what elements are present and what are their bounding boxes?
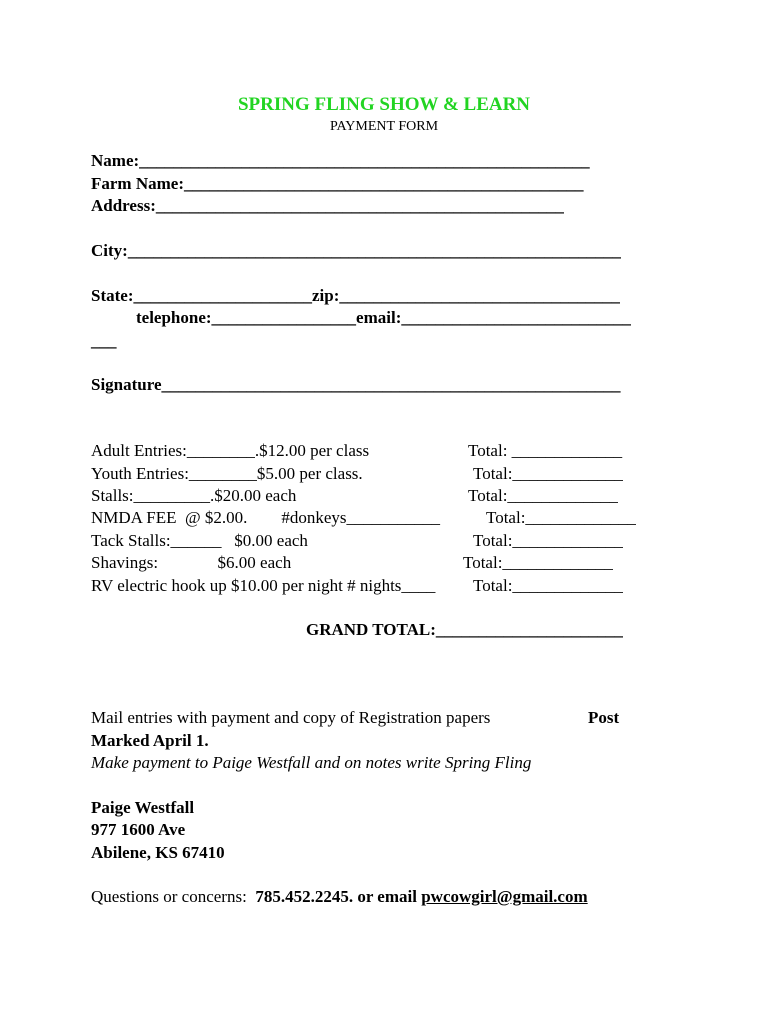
recipient-city: Abilene, KS 67410 [91, 843, 225, 862]
form-title: SPRING FLING SHOW & LEARN [237, 94, 531, 115]
contact-line [91, 887, 588, 907]
fee-total-adult: Total: _____________ [468, 441, 623, 460]
fee-total-youth: Total:_____________ [473, 464, 623, 483]
grand-total: GRAND TOTAL:______________________ [306, 620, 623, 639]
signature-field: Signature______________________________________________________ [91, 375, 621, 394]
telephone-email-field: telephone:_________________email:___________________________ [136, 308, 631, 327]
city-field: City:__________________________________________________________ [91, 241, 621, 260]
form-subtitle: PAYMENT FORM [329, 119, 439, 134]
contact-phone: 785.452.2245. or email [255, 887, 417, 906]
fee-label-shavings: Shavings: $6.00 each [91, 553, 292, 572]
fee-total-shavings: Total:_____________ [463, 553, 613, 572]
state-zip-field: State:_____________________zip:_________________________________ [91, 286, 620, 305]
post-label: Post [588, 708, 620, 727]
email-overflow-line: ___ [91, 331, 117, 350]
contact-prefix: Questions or concerns: [91, 887, 247, 906]
fee-label-nmda: NMDA FEE @ $2.00. #donkeys___________ [91, 508, 441, 527]
fee-total-nmda: Total:_____________ [486, 508, 636, 527]
address-field: Address:________________________________________________ [91, 196, 564, 215]
fee-label-rv: RV electric hook up $10.00 per night # nights____ [91, 576, 436, 595]
mail-instructions: Mail entries with payment and copy of Registration papers [91, 708, 491, 727]
farm-name-field: Farm Name:_______________________________________________ [91, 174, 584, 193]
fee-label-adult: Adult Entries:________.$12.00 per class [91, 441, 370, 460]
fee-label-tack: Tack Stalls:______ $0.00 each [91, 531, 308, 550]
name-field: Name:_____________________________________________________ [91, 151, 590, 170]
fee-total-stalls: Total:_____________ [468, 486, 618, 505]
payment-note: Make payment to Paige Westfall and on notes write Spring Fling [91, 753, 532, 772]
fee-total-rv: Total:_____________ [473, 576, 623, 595]
recipient-street: 977 1600 Ave [91, 820, 186, 839]
fee-label-youth: Youth Entries:________$5.00 per class. [91, 464, 363, 483]
contact-email-link[interactable]: pwcowgirl@gmail.com [421, 887, 588, 906]
fee-label-stalls: Stalls:_________.$20.00 each [91, 486, 297, 505]
fee-total-tack: Total:_____________ [473, 531, 623, 550]
recipient-name: Paige Westfall [91, 798, 195, 817]
post-marked-date: Marked April 1. [91, 731, 209, 750]
